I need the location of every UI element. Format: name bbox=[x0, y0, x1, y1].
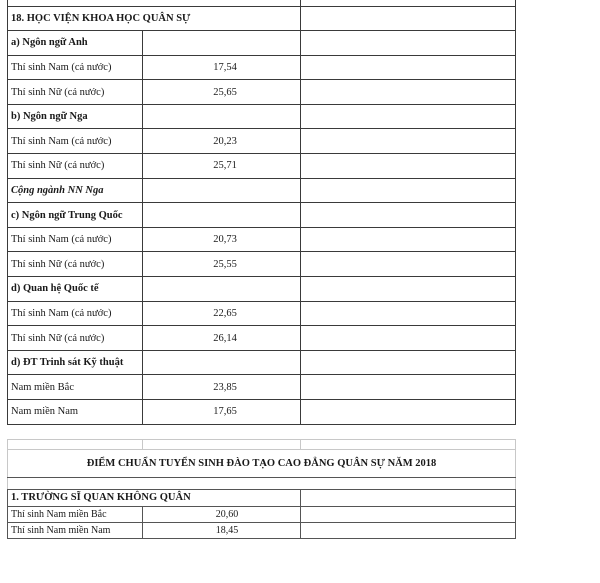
subsection-row bbox=[8, 203, 516, 228]
table-row bbox=[8, 400, 516, 425]
banner-row bbox=[8, 449, 516, 477]
table-row bbox=[8, 301, 516, 326]
subsection-row bbox=[8, 178, 516, 203]
row-score: 25,71 bbox=[143, 154, 301, 179]
table-row bbox=[8, 80, 516, 105]
row-label: Thí sinh Nam (cả nước) bbox=[8, 55, 143, 80]
college-score-table bbox=[7, 439, 516, 539]
row-score: 17,54 bbox=[143, 55, 301, 80]
row-score bbox=[143, 31, 301, 56]
table-row bbox=[8, 522, 516, 538]
row-score: 18,45 bbox=[143, 522, 301, 538]
row-score: 17,65 bbox=[143, 400, 301, 425]
table-row bbox=[8, 506, 516, 522]
college-banner-title: ĐIỂM CHUẨN TUYỂN SINH ĐÀO TẠO CAO ĐẲNG QUÂN SỰ NĂM 2018 bbox=[8, 449, 516, 477]
row-label: Nam miền Nam bbox=[8, 400, 143, 425]
table-row bbox=[8, 227, 516, 252]
subsection-title: Cộng ngành NN Nga bbox=[8, 178, 143, 203]
row-score bbox=[143, 104, 301, 129]
row-score: 25,55 bbox=[143, 252, 301, 277]
subsection-row bbox=[8, 350, 516, 375]
row-score: 20,73 bbox=[143, 227, 301, 252]
row-label: Thí sinh Nam miền Bắc bbox=[8, 506, 143, 522]
row-score: 23,85 bbox=[143, 375, 301, 400]
row-score bbox=[143, 203, 301, 228]
row-label: Thí sinh Nữ (cả nước) bbox=[8, 80, 143, 105]
row-score: 20,60 bbox=[143, 506, 301, 522]
table-row bbox=[8, 375, 516, 400]
row-label: Thí sinh Nữ (cả nước) bbox=[8, 326, 143, 351]
table-row bbox=[8, 252, 516, 277]
row-score: 25,65 bbox=[143, 80, 301, 105]
row-score bbox=[143, 178, 301, 203]
section-title-row bbox=[8, 6, 516, 31]
empty-grid-row bbox=[8, 439, 516, 449]
row-score bbox=[143, 350, 301, 375]
subsection-row bbox=[8, 31, 516, 56]
school-title: 1. TRƯỜNG SĨ QUAN KHÔNG QUÂN bbox=[8, 489, 301, 506]
row-score: 26,14 bbox=[143, 326, 301, 351]
subsection-title: d) Quan hệ Quốc tế bbox=[8, 277, 143, 302]
subsection-title: c) Ngôn ngữ Trung Quốc bbox=[8, 203, 143, 228]
table-row bbox=[8, 154, 516, 179]
row-label: Thí sinh Nam (cả nước) bbox=[8, 301, 143, 326]
row-label: Thí sinh Nữ (cả nước) bbox=[8, 154, 143, 179]
row-score: 22,65 bbox=[143, 301, 301, 326]
row-score bbox=[143, 277, 301, 302]
subsection-row bbox=[8, 277, 516, 302]
row-label: Thí sinh Nam (cả nước) bbox=[8, 227, 143, 252]
school-title-row bbox=[8, 489, 516, 506]
row-label: Thí sinh Nam miền Nam bbox=[8, 522, 143, 538]
table-row bbox=[8, 55, 516, 80]
subsection-title: a) Ngôn ngữ Anh bbox=[8, 31, 143, 56]
subsection-title: b) Ngôn ngữ Nga bbox=[8, 104, 143, 129]
table-row bbox=[8, 326, 516, 351]
table-row bbox=[8, 129, 516, 154]
row-label: Thí sinh Nam (cả nước) bbox=[8, 129, 143, 154]
section-title: 18. HỌC VIỆN KHOA HỌC QUÂN SỰ bbox=[8, 6, 301, 31]
row-label: Thí sinh Nữ (cả nước) bbox=[8, 252, 143, 277]
row-score: 20,23 bbox=[143, 129, 301, 154]
score-sheet bbox=[7, 0, 515, 539]
empty-row bbox=[8, 477, 516, 489]
military-science-academy-table bbox=[7, 0, 516, 425]
subsection-row bbox=[8, 104, 516, 129]
subsection-title: d) ĐT Trinh sát Kỹ thuật bbox=[8, 350, 143, 375]
row-label: Nam miền Bắc bbox=[8, 375, 143, 400]
